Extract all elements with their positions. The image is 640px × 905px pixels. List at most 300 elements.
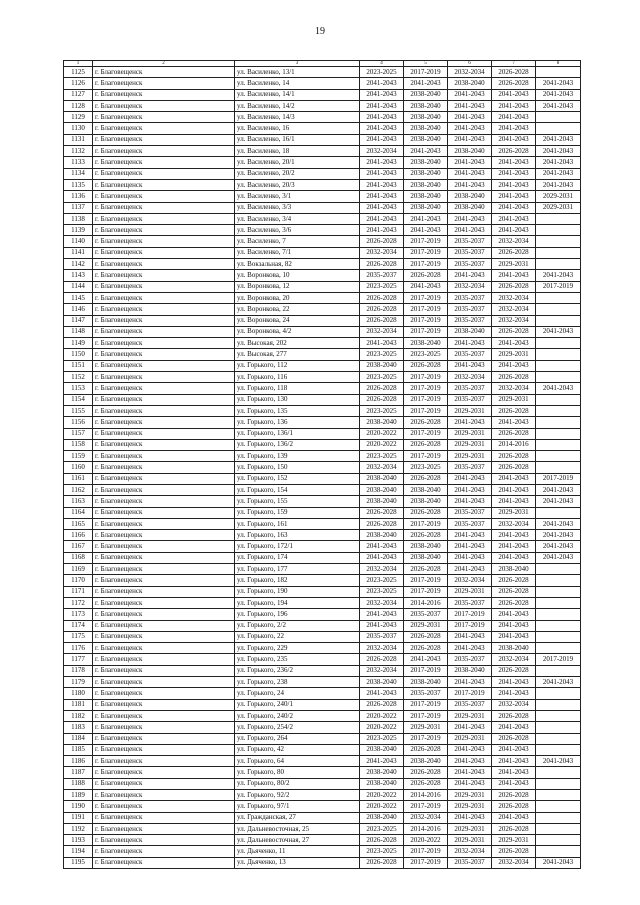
table-row xyxy=(64,801,581,812)
table-cell: 1190 xyxy=(64,801,93,812)
table-cell: 1151 xyxy=(64,360,93,371)
table-cell: 2038-2040 xyxy=(360,484,404,495)
table-cell: ул. Воронкова, 4/2 xyxy=(235,326,360,337)
table-cell xyxy=(536,123,581,134)
table-cell: ул. Василенко, 18 xyxy=(235,146,360,157)
table-row xyxy=(64,405,581,416)
table-cell: 2041-2043 xyxy=(360,225,404,236)
table-cell: 2032-2034 xyxy=(360,564,404,575)
table-cell: 2026-2028 xyxy=(492,372,536,383)
table-cell: 2035-2037 xyxy=(448,507,492,518)
table-cell: 2032-2034 xyxy=(492,857,536,868)
table-cell: 2026-2028 xyxy=(404,530,448,541)
table-cell: 2041-2043 xyxy=(448,744,492,755)
header-cell: 2 xyxy=(93,61,235,67)
table-cell: 2038-2040 xyxy=(360,496,404,507)
table-cell: 2029-2031 xyxy=(492,507,536,518)
table-row xyxy=(64,710,581,721)
table-cell: 2032-2034 xyxy=(448,281,492,292)
table-cell: 1170 xyxy=(64,575,93,586)
table-cell: 1141 xyxy=(64,247,93,258)
table-cell: 2041-2043 xyxy=(448,338,492,349)
table-row xyxy=(64,812,581,823)
table-cell: 2017-2019 xyxy=(448,609,492,620)
table-cell: 1126 xyxy=(64,78,93,89)
table-cell: ул. Воронкова, 24 xyxy=(235,315,360,326)
table-cell xyxy=(536,586,581,597)
table-cell: 1142 xyxy=(64,259,93,270)
table-row xyxy=(64,722,581,733)
table-cell xyxy=(536,790,581,801)
table-cell: 2041-2043 xyxy=(536,78,581,89)
table-cell: 2017-2019 xyxy=(404,733,448,744)
table-cell: 2026-2028 xyxy=(492,462,536,473)
table-cell: ул. Горького, 174 xyxy=(235,552,360,563)
table-cell: 1132 xyxy=(64,146,93,157)
table-cell: 2041-2043 xyxy=(492,722,536,733)
table-cell: 2029-2031 xyxy=(448,451,492,462)
table-cell: г. Благовещенск xyxy=(93,688,235,699)
table-row xyxy=(64,631,581,642)
table-cell: 2032-2034 xyxy=(492,315,536,326)
table-cell: г. Благовещенск xyxy=(93,733,235,744)
table-cell: 1148 xyxy=(64,326,93,337)
table-cell: ул. Горького, 177 xyxy=(235,564,360,575)
table-cell xyxy=(536,247,581,258)
table-cell: ул. Дьяченко, 13 xyxy=(235,857,360,868)
table-cell: 2041-2043 xyxy=(404,146,448,157)
table-cell xyxy=(536,213,581,224)
table-cell: 2041-2043 xyxy=(536,857,581,868)
table-cell: г. Благовещенск xyxy=(93,801,235,812)
table-cell: 2029-2031 xyxy=(448,405,492,416)
table-cell: 2023-2025 xyxy=(404,462,448,473)
table-cell: ул. Василенко, 16/1 xyxy=(235,134,360,145)
page-number: 19 xyxy=(315,26,325,37)
table-cell: 2038-2040 xyxy=(404,89,448,100)
table-cell: 2038-2040 xyxy=(404,202,448,213)
table-cell: г. Благовещенск xyxy=(93,835,235,846)
table-cell: 2041-2043 xyxy=(536,677,581,688)
table-cell: ул. Василенко, 7/1 xyxy=(235,247,360,258)
table-cell xyxy=(536,405,581,416)
table-cell: 2041-2043 xyxy=(448,552,492,563)
table-cell: ул. Высокая, 202 xyxy=(235,338,360,349)
table-cell: 2041-2043 xyxy=(360,620,404,631)
table-cell xyxy=(536,236,581,247)
table-cell: 1162 xyxy=(64,484,93,495)
table-row xyxy=(64,247,581,258)
register-table xyxy=(63,60,581,869)
table-cell: г. Благовещенск xyxy=(93,631,235,642)
table-cell: 2023-2025 xyxy=(360,405,404,416)
table-cell: 1127 xyxy=(64,89,93,100)
table-row xyxy=(64,134,581,145)
table-cell: 2032-2034 xyxy=(360,247,404,258)
table-cell: 2017-2019 xyxy=(404,575,448,586)
table-cell: ул. Горького, 64 xyxy=(235,756,360,767)
table-cell: ул. Горького, 238 xyxy=(235,677,360,688)
table-cell: 2038-2040 xyxy=(360,767,404,778)
table-cell: ул. Горького, 97/1 xyxy=(235,801,360,812)
table-cell: 2041-2043 xyxy=(492,767,536,778)
table-cell: 2026-2028 xyxy=(360,835,404,846)
table-cell xyxy=(536,292,581,303)
table-cell: ул. Горького, 80/2 xyxy=(235,778,360,789)
table-cell: ул. Горького, 240/1 xyxy=(235,699,360,710)
table-cell: 2041-2043 xyxy=(492,496,536,507)
table-cell: 2020-2022 xyxy=(360,790,404,801)
table-cell: 1134 xyxy=(64,168,93,179)
table-cell: 2026-2028 xyxy=(360,383,404,394)
table-cell: 2026-2028 xyxy=(492,586,536,597)
table-cell: 2041-2043 xyxy=(492,191,536,202)
table-cell: г. Благовещенск xyxy=(93,564,235,575)
table-cell: 1174 xyxy=(64,620,93,631)
table-cell: г. Благовещенск xyxy=(93,394,235,405)
table-cell xyxy=(536,564,581,575)
table-cell: 2041-2043 xyxy=(536,89,581,100)
table-cell xyxy=(536,225,581,236)
table-cell: г. Благовещенск xyxy=(93,202,235,213)
table-cell: 2041-2043 xyxy=(492,89,536,100)
table-cell: 1156 xyxy=(64,417,93,428)
table-row xyxy=(64,417,581,428)
table-cell: 2038-2040 xyxy=(404,100,448,111)
table-cell: 2026-2028 xyxy=(492,846,536,857)
table-cell: 1136 xyxy=(64,191,93,202)
table-row xyxy=(64,484,581,495)
table-cell: 2041-2043 xyxy=(448,677,492,688)
table-cell: 2041-2043 xyxy=(360,89,404,100)
table-cell: ул. Дальневосточная, 25 xyxy=(235,823,360,834)
table-cell: г. Благовещенск xyxy=(93,823,235,834)
table-cell: 2035-2037 xyxy=(360,631,404,642)
table-cell: 2038-2040 xyxy=(404,134,448,145)
table-cell: 2041-2043 xyxy=(492,552,536,563)
table-cell: 2041-2043 xyxy=(360,134,404,145)
table-cell: 2035-2037 xyxy=(404,609,448,620)
table-row xyxy=(64,67,581,78)
table-cell xyxy=(536,823,581,834)
table-cell: 2035-2037 xyxy=(448,699,492,710)
table-cell: 1176 xyxy=(64,643,93,654)
table-cell: 2032-2034 xyxy=(360,665,404,676)
table-cell: 2041-2043 xyxy=(492,812,536,823)
table-cell xyxy=(536,688,581,699)
table-cell: 1144 xyxy=(64,281,93,292)
table-cell: 2035-2037 xyxy=(448,857,492,868)
table-cell: 2032-2034 xyxy=(360,643,404,654)
table-cell: 2041-2043 xyxy=(536,270,581,281)
table-cell: 2038-2040 xyxy=(360,360,404,371)
table-row xyxy=(64,597,581,608)
table-cell: 2026-2028 xyxy=(360,654,404,665)
table-cell xyxy=(536,67,581,78)
table-cell: ул. Горького, 116 xyxy=(235,372,360,383)
table-cell: г. Благовещенск xyxy=(93,225,235,236)
table-cell: 1128 xyxy=(64,100,93,111)
table-cell: 2029-2031 xyxy=(492,835,536,846)
table-cell xyxy=(536,722,581,733)
table-cell: 1195 xyxy=(64,857,93,868)
table-cell: ул. Воронкова, 10 xyxy=(235,270,360,281)
table-cell: 2041-2043 xyxy=(360,213,404,224)
table-row xyxy=(64,756,581,767)
table-cell: 2023-2025 xyxy=(360,586,404,597)
table-cell: 1157 xyxy=(64,428,93,439)
table-cell: 2041-2043 xyxy=(404,78,448,89)
table-cell: ул. Василенко, 14/2 xyxy=(235,100,360,111)
table-cell: 2041-2043 xyxy=(448,225,492,236)
table-cell: г. Благовещенск xyxy=(93,349,235,360)
table-cell: г. Благовещенск xyxy=(93,168,235,179)
table-cell: 2041-2043 xyxy=(492,179,536,190)
table-cell: ул. Гражданская, 27 xyxy=(235,812,360,823)
table-cell: 2041-2043 xyxy=(448,722,492,733)
table-cell: 2041-2043 xyxy=(448,417,492,428)
table-cell: 1129 xyxy=(64,112,93,123)
table-cell: 2032-2034 xyxy=(360,146,404,157)
table-cell: ул. Горького, 254/2 xyxy=(235,722,360,733)
table-row xyxy=(64,236,581,247)
table-cell: 2041-2043 xyxy=(360,157,404,168)
table-cell: 2026-2028 xyxy=(404,270,448,281)
table-cell: 2017-2019 xyxy=(404,405,448,416)
table-cell: 2017-2019 xyxy=(536,281,581,292)
table-cell: 2023-2025 xyxy=(360,846,404,857)
table-cell: 2041-2043 xyxy=(360,191,404,202)
table-cell: ул. Горького, 136 xyxy=(235,417,360,428)
table-cell: 2041-2043 xyxy=(404,281,448,292)
table-cell: ул. Горького, 159 xyxy=(235,507,360,518)
table-cell: 2041-2043 xyxy=(536,100,581,111)
table-cell: 2038-2040 xyxy=(360,812,404,823)
table-cell xyxy=(536,417,581,428)
table-cell xyxy=(536,778,581,789)
table-cell: г. Благовещенск xyxy=(93,575,235,586)
table-cell: 2026-2028 xyxy=(492,597,536,608)
table-cell: г. Благовещенск xyxy=(93,100,235,111)
table-cell: 2038-2040 xyxy=(404,168,448,179)
table-row xyxy=(64,564,581,575)
table-cell: 2041-2043 xyxy=(492,213,536,224)
table-cell: 2041-2043 xyxy=(492,338,536,349)
table-cell: 2041-2043 xyxy=(448,643,492,654)
table-cell: 2041-2043 xyxy=(492,157,536,168)
table-row xyxy=(64,665,581,676)
table-cell: 1135 xyxy=(64,179,93,190)
table-cell: 2026-2028 xyxy=(360,292,404,303)
table-cell: г. Благовещенск xyxy=(93,597,235,608)
table-cell: г. Благовещенск xyxy=(93,756,235,767)
table-cell: 2017-2019 xyxy=(404,586,448,597)
table-cell: 2026-2028 xyxy=(492,146,536,157)
table-cell: ул. Горького, 130 xyxy=(235,394,360,405)
table-cell: 1133 xyxy=(64,157,93,168)
table-cell: г. Благовещенск xyxy=(93,157,235,168)
table-cell: 2038-2040 xyxy=(404,756,448,767)
table-row xyxy=(64,451,581,462)
table-cell: 1138 xyxy=(64,213,93,224)
table-cell: 1164 xyxy=(64,507,93,518)
table-cell: ул. Дальневосточная, 27 xyxy=(235,835,360,846)
table-cell: 2026-2028 xyxy=(492,710,536,721)
table-cell: 2041-2043 xyxy=(492,168,536,179)
table-cell: 2041-2043 xyxy=(448,541,492,552)
table-cell: г. Благовещенск xyxy=(93,304,235,315)
table-cell: г. Благовещенск xyxy=(93,710,235,721)
table-cell: 2026-2028 xyxy=(492,281,536,292)
table-row xyxy=(64,518,581,529)
table-cell: 2041-2043 xyxy=(492,541,536,552)
table-cell: 2017-2019 xyxy=(404,372,448,383)
table-cell: г. Благовещенск xyxy=(93,451,235,462)
table-cell: г. Благовещенск xyxy=(93,496,235,507)
table-cell: 2026-2028 xyxy=(404,360,448,371)
table-cell: 2026-2028 xyxy=(492,790,536,801)
table-cell: 2041-2043 xyxy=(536,157,581,168)
table-cell: ул. Василенко, 3/4 xyxy=(235,213,360,224)
table-cell: 2041-2043 xyxy=(492,688,536,699)
table-cell: 2017-2019 xyxy=(404,801,448,812)
table-cell: 2038-2040 xyxy=(404,338,448,349)
table-cell xyxy=(536,428,581,439)
table-cell: 2023-2025 xyxy=(360,823,404,834)
table-cell: 2017-2019 xyxy=(404,326,448,337)
table-cell: 2041-2043 xyxy=(404,213,448,224)
header-cell: 7 xyxy=(492,61,536,67)
table-cell: 2017-2019 xyxy=(404,304,448,315)
table-cell: 2041-2043 xyxy=(448,157,492,168)
table-cell: 2026-2028 xyxy=(404,507,448,518)
table-cell: 2041-2043 xyxy=(448,767,492,778)
table-cell: 2026-2028 xyxy=(360,315,404,326)
table-cell: 1163 xyxy=(64,496,93,507)
table-row xyxy=(64,541,581,552)
table-row xyxy=(64,575,581,586)
table-row xyxy=(64,462,581,473)
table-cell: 2020-2022 xyxy=(404,835,448,846)
table-cell: ул. Воронкова, 20 xyxy=(235,292,360,303)
table-cell: 2017-2019 xyxy=(404,665,448,676)
table-cell: г. Благовещенск xyxy=(93,812,235,823)
table-cell: 2014-2016 xyxy=(404,823,448,834)
table-cell xyxy=(536,372,581,383)
table-cell: 2035-2037 xyxy=(448,597,492,608)
table-cell: 2029-2031 xyxy=(448,823,492,834)
table-cell: г. Благовещенск xyxy=(93,112,235,123)
table-cell: г. Благовещенск xyxy=(93,372,235,383)
table-cell: 1169 xyxy=(64,564,93,575)
table-cell: 2038-2040 xyxy=(404,552,448,563)
table-cell: 2038-2040 xyxy=(404,112,448,123)
table-cell: 1152 xyxy=(64,372,93,383)
table-row xyxy=(64,835,581,846)
table-cell: г. Благовещенск xyxy=(93,778,235,789)
table-cell: г. Благовещенск xyxy=(93,259,235,270)
table-cell: г. Благовещенск xyxy=(93,846,235,857)
table-row xyxy=(64,304,581,315)
table-cell xyxy=(536,360,581,371)
table-row xyxy=(64,688,581,699)
table-row xyxy=(64,823,581,834)
table-cell: 2014-2016 xyxy=(404,597,448,608)
table-cell: 2041-2043 xyxy=(492,417,536,428)
table-cell: 1173 xyxy=(64,609,93,620)
table-cell: 2041-2043 xyxy=(360,179,404,190)
table-cell: ул. Василенко, 14/1 xyxy=(235,89,360,100)
table-row xyxy=(64,259,581,270)
table-cell: 2026-2028 xyxy=(404,473,448,484)
table-cell: 2041-2043 xyxy=(492,225,536,236)
table-cell: ул. Воронкова, 12 xyxy=(235,281,360,292)
table-cell: 2041-2043 xyxy=(360,688,404,699)
table-cell: ул. Горького, 135 xyxy=(235,405,360,416)
table-cell: 2032-2034 xyxy=(360,597,404,608)
table-cell: 2032-2034 xyxy=(448,846,492,857)
table-cell: 2029-2031 xyxy=(492,394,536,405)
table-cell: 1172 xyxy=(64,597,93,608)
table-cell: ул. Василенко, 14 xyxy=(235,78,360,89)
table-row xyxy=(64,315,581,326)
table-cell: 2041-2043 xyxy=(492,100,536,111)
table-cell: г. Благовещенск xyxy=(93,552,235,563)
table-cell: 2038-2040 xyxy=(360,778,404,789)
table-cell: г. Благовещенск xyxy=(93,123,235,134)
table-row xyxy=(64,846,581,857)
table-cell: 1153 xyxy=(64,383,93,394)
table-cell: ул. Горького, 240/2 xyxy=(235,710,360,721)
table-cell: 1180 xyxy=(64,688,93,699)
table-cell: ул. Василенко, 13/1 xyxy=(235,67,360,78)
table-cell: 2038-2040 xyxy=(404,179,448,190)
table-cell: ул. Горького, 139 xyxy=(235,451,360,462)
table-cell: 2017-2019 xyxy=(404,846,448,857)
table-cell: 2035-2037 xyxy=(448,462,492,473)
table-cell: 2035-2037 xyxy=(448,654,492,665)
table-cell: 2020-2022 xyxy=(360,428,404,439)
table-cell: ул. Василенко, 14/3 xyxy=(235,112,360,123)
table-cell: 2041-2043 xyxy=(448,123,492,134)
table-row xyxy=(64,157,581,168)
table-row xyxy=(64,496,581,507)
table-cell: г. Благовещенск xyxy=(93,315,235,326)
table-cell: 2017-2019 xyxy=(404,259,448,270)
table-cell: 2041-2043 xyxy=(360,168,404,179)
table-cell: 1167 xyxy=(64,541,93,552)
table-cell: ул. Василенко, 3/1 xyxy=(235,191,360,202)
table-cell xyxy=(536,710,581,721)
table-cell: г. Благовещенск xyxy=(93,620,235,631)
table-cell: 2029-2031 xyxy=(536,202,581,213)
table-cell xyxy=(536,801,581,812)
table-cell: г. Благовещенск xyxy=(93,326,235,337)
table-cell: 2038-2040 xyxy=(492,564,536,575)
table-cell: 1146 xyxy=(64,304,93,315)
table-cell: г. Благовещенск xyxy=(93,530,235,541)
header-cell: 5 xyxy=(404,61,448,67)
table-cell: г. Благовещенск xyxy=(93,338,235,349)
table-cell: г. Благовещенск xyxy=(93,744,235,755)
table-cell: 2041-2043 xyxy=(492,744,536,755)
table-cell: 2020-2022 xyxy=(360,439,404,450)
table-cell: 2041-2043 xyxy=(448,100,492,111)
table-cell: 1191 xyxy=(64,812,93,823)
table-cell: ул. Дьяченко, 11 xyxy=(235,846,360,857)
table-cell xyxy=(536,439,581,450)
table-cell: 1166 xyxy=(64,530,93,541)
